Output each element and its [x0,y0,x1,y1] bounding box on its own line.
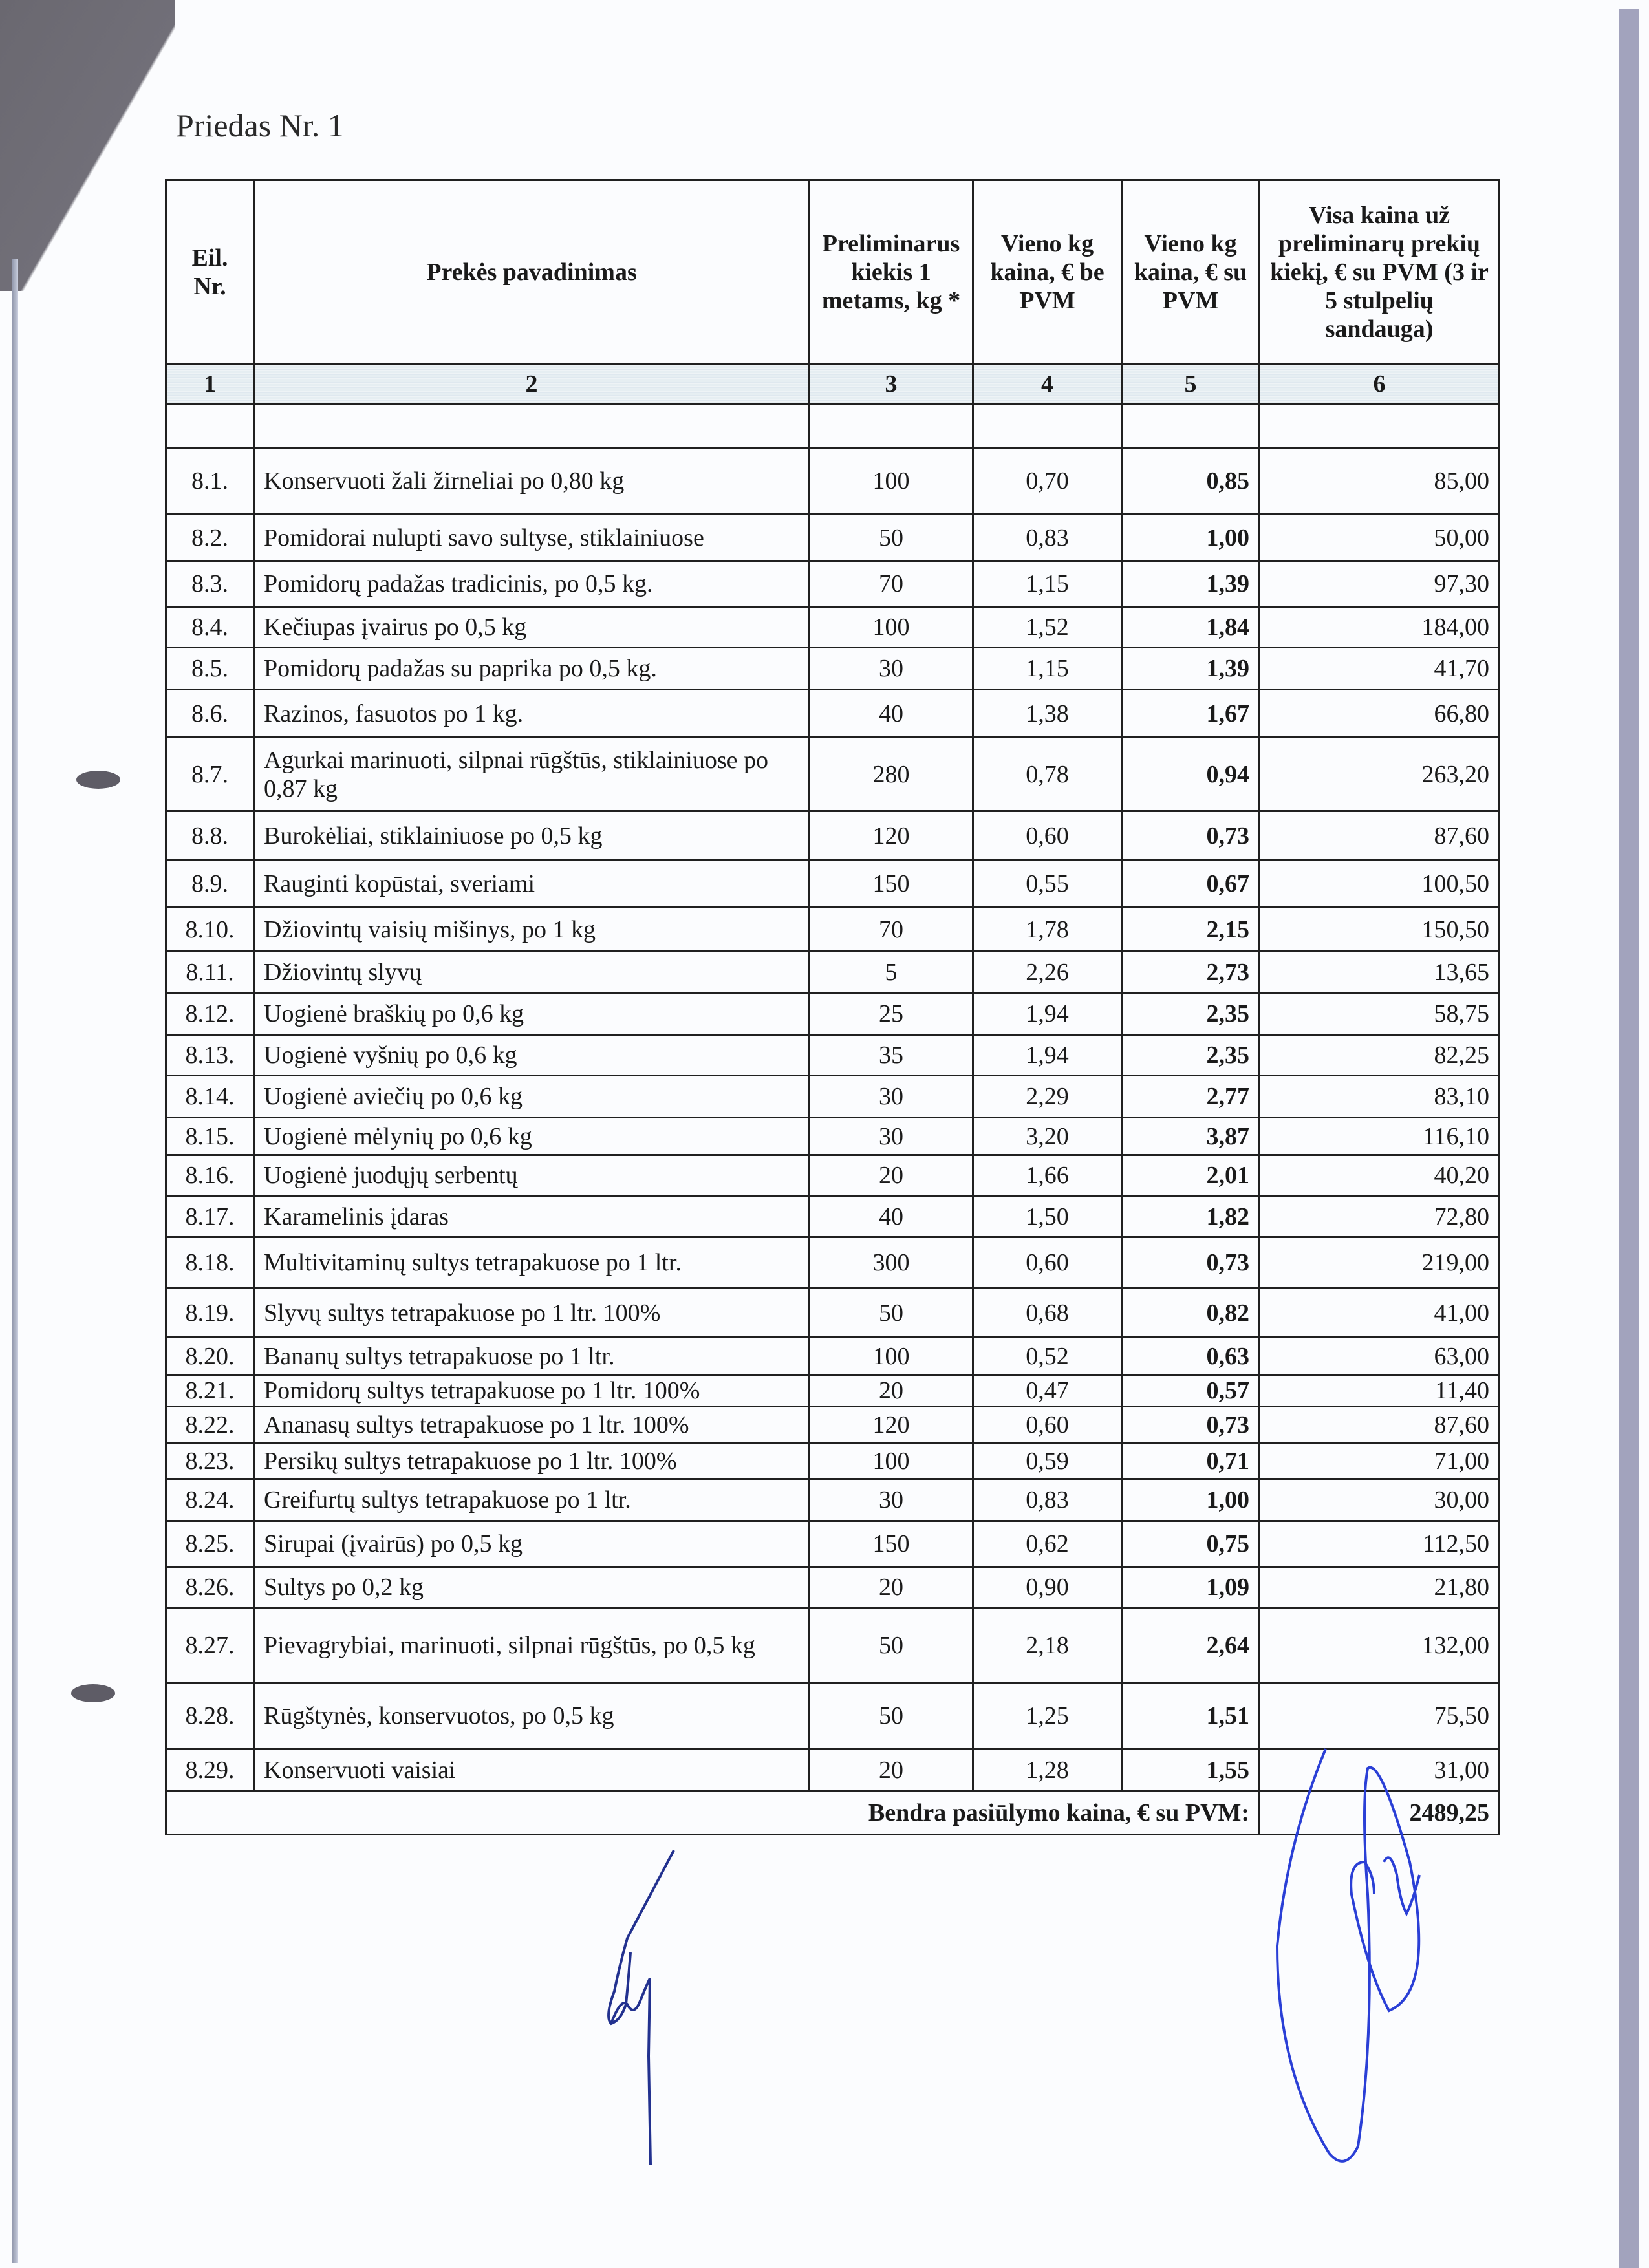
item-name: Ananasų sultys tetrapakuose po 1 ltr. 100% [254,1407,810,1443]
price-incl-vat: 1,67 [1122,690,1260,738]
row-total: 150,50 [1260,908,1500,952]
row-total: 87,60 [1260,1407,1500,1443]
item-name: Pomidorai nulupti savo sultyse, stiklainiuose [254,515,810,561]
scan-edge-left [12,259,18,2263]
price-excl-vat: 0,62 [973,1521,1122,1567]
price-incl-vat: 0,85 [1122,448,1260,515]
row-total: 30,00 [1260,1479,1500,1521]
table-row [166,561,1500,607]
item-name: Konservuoti vaisiai [254,1749,810,1792]
table-row [166,1375,1500,1407]
quantity: 100 [810,448,973,515]
item-name: Karamelinis įdaras [254,1196,810,1237]
row-number: 8.10. [166,908,254,952]
row-total: 87,60 [1260,811,1500,861]
row-total: 75,50 [1260,1683,1500,1749]
row-number: 8.23. [166,1443,254,1479]
table-row [166,1521,1500,1567]
row-total: 72,80 [1260,1196,1500,1237]
table-row [166,1749,1500,1792]
price-excl-vat: 0,52 [973,1338,1122,1375]
table-row [166,993,1500,1035]
row-total: 116,10 [1260,1118,1500,1155]
price-incl-vat: 2,15 [1122,908,1260,952]
row-total: 85,00 [1260,448,1500,515]
item-name: Uogienė aviečių po 0,6 kg [254,1076,810,1118]
item-name: Pomidorų padažas tradicinis, po 0,5 kg. [254,561,810,607]
quantity: 280 [810,738,973,811]
row-number: 8.14. [166,1076,254,1118]
table-row [166,1567,1500,1608]
row-number: 8.7. [166,738,254,811]
quantity: 35 [810,1035,973,1076]
quantity: 40 [810,1196,973,1237]
row-total: 40,20 [1260,1155,1500,1196]
row-total: 31,00 [1260,1749,1500,1792]
price-incl-vat: 1,00 [1122,515,1260,561]
item-name: Kečiupas įvairus po 0,5 kg [254,607,810,648]
item-name: Džiovintų vaisių mišinys, po 1 kg [254,908,810,952]
row-number: 8.2. [166,515,254,561]
quantity: 100 [810,607,973,648]
row-total: 100,50 [1260,861,1500,908]
item-name: Sultys po 0,2 kg [254,1567,810,1608]
header-item-name: Prekės pavadinimas [254,180,810,364]
item-name: Agurkai marinuoti, silpnai rūgštūs, stiklainiuose po 0,87 kg [254,738,810,811]
document-title: Priedas Nr. 1 [176,107,344,144]
row-number: 8.8. [166,811,254,861]
total-label: Bendra pasiūlymo kaina, € su PVM: [166,1792,1260,1835]
price-incl-vat: 1,51 [1122,1683,1260,1749]
table-row [166,1118,1500,1155]
item-name: Razinos, fasuotos po 1 kg. [254,690,810,738]
price-excl-vat: 0,60 [973,1407,1122,1443]
row-total: 83,10 [1260,1076,1500,1118]
price-excl-vat: 0,90 [973,1567,1122,1608]
column-number: 6 [1260,364,1500,405]
row-total: 66,80 [1260,690,1500,738]
row-total: 132,00 [1260,1608,1500,1683]
price-excl-vat: 1,94 [973,1035,1122,1076]
table-row [166,1683,1500,1749]
empty-cell [1122,405,1260,448]
row-number: 8.28. [166,1683,254,1749]
signature-left-icon [609,1850,674,2165]
price-table [165,179,1500,1835]
row-total: 41,70 [1260,648,1500,690]
price-excl-vat: 0,83 [973,1479,1122,1521]
table-row [166,1479,1500,1521]
price-excl-vat: 1,94 [973,993,1122,1035]
quantity: 50 [810,1608,973,1683]
row-number: 8.6. [166,690,254,738]
price-excl-vat: 2,29 [973,1076,1122,1118]
item-name: Persikų sultys tetrapakuose po 1 ltr. 100% [254,1443,810,1479]
row-total: 97,30 [1260,561,1500,607]
price-excl-vat: 1,38 [973,690,1122,738]
quantity: 20 [810,1567,973,1608]
item-name: Konservuoti žali žirneliai po 0,80 kg [254,448,810,515]
header-row [166,180,1500,364]
price-excl-vat: 0,68 [973,1289,1122,1338]
price-excl-vat: 0,83 [973,515,1122,561]
row-number: 8.26. [166,1567,254,1608]
empty-cell [1260,405,1500,448]
item-name: Rūgštynės, konservuotos, po 0,5 kg [254,1683,810,1749]
price-incl-vat: 1,39 [1122,561,1260,607]
quantity: 300 [810,1237,973,1289]
price-incl-vat: 0,73 [1122,1237,1260,1289]
quantity: 30 [810,1118,973,1155]
row-number: 8.5. [166,648,254,690]
price-excl-vat: 2,18 [973,1608,1122,1683]
price-incl-vat: 0,73 [1122,811,1260,861]
row-number: 8.4. [166,607,254,648]
row-number: 8.21. [166,1375,254,1407]
punch-hole-icon [71,1684,115,1702]
table-row [166,1076,1500,1118]
price-incl-vat: 1,09 [1122,1567,1260,1608]
item-name: Pomidorų padažas su paprika po 0,5 kg. [254,648,810,690]
price-incl-vat: 2,35 [1122,1035,1260,1076]
quantity: 40 [810,690,973,738]
price-incl-vat: 2,73 [1122,952,1260,993]
price-incl-vat: 0,73 [1122,1407,1260,1443]
quantity: 120 [810,1407,973,1443]
row-total: 263,20 [1260,738,1500,811]
table-row [166,690,1500,738]
column-number: 5 [1122,364,1260,405]
quantity: 70 [810,908,973,952]
row-number: 8.24. [166,1479,254,1521]
table-row [166,811,1500,861]
quantity: 5 [810,952,973,993]
quantity: 100 [810,1443,973,1479]
row-number: 8.9. [166,861,254,908]
price-incl-vat: 0,67 [1122,861,1260,908]
quantity: 150 [810,861,973,908]
row-total: 11,40 [1260,1375,1500,1407]
price-incl-vat: 2,77 [1122,1076,1260,1118]
table-row [166,1407,1500,1443]
quantity: 20 [810,1375,973,1407]
row-number: 8.17. [166,1196,254,1237]
table-row [166,1338,1500,1375]
price-excl-vat: 1,66 [973,1155,1122,1196]
empty-cell [810,405,973,448]
price-excl-vat: 1,50 [973,1196,1122,1237]
table-row [166,607,1500,648]
item-name: Greifurtų sultys tetrapakuose po 1 ltr. [254,1479,810,1521]
header-price-incl-vat: Vieno kg kaina, € su PVM [1122,180,1260,364]
quantity: 30 [810,1076,973,1118]
price-incl-vat: 2,64 [1122,1608,1260,1683]
item-name: Uogienė vyšnių po 0,6 kg [254,1035,810,1076]
scan-shadow [0,0,175,291]
header-eil-nr: Eil. Nr. [166,180,254,364]
row-number: 8.15. [166,1118,254,1155]
table-row [166,1608,1500,1683]
row-number: 8.20. [166,1338,254,1375]
table-row [166,1237,1500,1289]
item-name: Bananų sultys tetrapakuose po 1 ltr. [254,1338,810,1375]
row-total: 21,80 [1260,1567,1500,1608]
row-total: 219,00 [1260,1237,1500,1289]
empty-row [166,405,1500,448]
row-number: 8.22. [166,1407,254,1443]
item-name: Slyvų sultys tetrapakuose po 1 ltr. 100% [254,1289,810,1338]
table-row [166,448,1500,515]
quantity: 30 [810,648,973,690]
row-number: 8.18. [166,1237,254,1289]
price-incl-vat: 0,63 [1122,1338,1260,1375]
item-name: Sirupai (įvairūs) po 0,5 kg [254,1521,810,1567]
table-row [166,648,1500,690]
table-row [166,908,1500,952]
price-excl-vat: 2,26 [973,952,1122,993]
price-excl-vat: 1,25 [973,1683,1122,1749]
price-incl-vat: 2,35 [1122,993,1260,1035]
item-name: Multivitaminų sultys tetrapakuose po 1 ltr. [254,1237,810,1289]
table-row [166,952,1500,993]
header-total: Visa kaina už preliminarų prekių kiekį, € su PVM (3 ir 5 stulpelių sandauga) [1260,180,1500,364]
price-incl-vat: 0,71 [1122,1443,1260,1479]
quantity: 20 [810,1749,973,1792]
header-quantity: Preliminarus kiekis 1 metams, kg * [810,180,973,364]
price-excl-vat: 0,59 [973,1443,1122,1479]
table-row [166,1196,1500,1237]
column-number: 3 [810,364,973,405]
table-row [166,1035,1500,1076]
price-excl-vat: 1,15 [973,561,1122,607]
quantity: 50 [810,1683,973,1749]
price-incl-vat: 0,82 [1122,1289,1260,1338]
item-name: Uogienė mėlynių po 0,6 kg [254,1118,810,1155]
price-incl-vat: 3,87 [1122,1118,1260,1155]
item-name: Džiovintų slyvų [254,952,810,993]
row-number: 8.16. [166,1155,254,1196]
row-total: 71,00 [1260,1443,1500,1479]
price-excl-vat: 0,78 [973,738,1122,811]
quantity: 100 [810,1338,973,1375]
price-excl-vat: 1,28 [973,1749,1122,1792]
price-incl-vat: 1,00 [1122,1479,1260,1521]
punch-hole-icon [76,771,120,789]
item-name: Pievagrybiai, marinuoti, silpnai rūgštūs, po 0,5 kg [254,1608,810,1683]
quantity: 120 [810,811,973,861]
quantity: 20 [810,1155,973,1196]
item-name: Uogienė braškių po 0,6 kg [254,993,810,1035]
price-excl-vat: 1,78 [973,908,1122,952]
item-name: Burokėliai, stiklainiuose po 0,5 kg [254,811,810,861]
row-total: 184,00 [1260,607,1500,648]
row-total: 112,50 [1260,1521,1500,1567]
table-row [166,1155,1500,1196]
price-excl-vat: 0,70 [973,448,1122,515]
quantity: 50 [810,1289,973,1338]
price-excl-vat: 0,55 [973,861,1122,908]
row-total: 41,00 [1260,1289,1500,1338]
header-price-excl-vat: Vieno kg kaina, € be PVM [973,180,1122,364]
row-total: 13,65 [1260,952,1500,993]
column-number: 4 [973,364,1122,405]
row-total: 58,75 [1260,993,1500,1035]
row-number: 8.29. [166,1749,254,1792]
price-incl-vat: 0,57 [1122,1375,1260,1407]
item-name: Rauginti kopūstai, sveriami [254,861,810,908]
empty-cell [166,405,254,448]
table-row [166,515,1500,561]
price-incl-vat: 0,94 [1122,738,1260,811]
row-total: 63,00 [1260,1338,1500,1375]
quantity: 150 [810,1521,973,1567]
row-total: 82,25 [1260,1035,1500,1076]
price-excl-vat: 0,47 [973,1375,1122,1407]
quantity: 50 [810,515,973,561]
table-row [166,1443,1500,1479]
price-excl-vat: 0,60 [973,1237,1122,1289]
empty-cell [973,405,1122,448]
price-excl-vat: 3,20 [973,1118,1122,1155]
row-total: 50,00 [1260,515,1500,561]
table-row [166,1289,1500,1338]
quantity: 25 [810,993,973,1035]
item-name: Pomidorų sultys tetrapakuose po 1 ltr. 100% [254,1375,810,1407]
empty-cell [254,405,810,448]
total-row [166,1792,1500,1835]
column-number-row [166,364,1500,405]
price-excl-vat: 1,15 [973,648,1122,690]
table-row [166,861,1500,908]
row-number: 8.13. [166,1035,254,1076]
price-incl-vat: 2,01 [1122,1155,1260,1196]
row-number: 8.19. [166,1289,254,1338]
price-incl-vat: 1,39 [1122,648,1260,690]
price-incl-vat: 1,82 [1122,1196,1260,1237]
total-value: 2489,25 [1260,1792,1500,1835]
price-excl-vat: 0,60 [973,811,1122,861]
row-number: 8.12. [166,993,254,1035]
row-number: 8.27. [166,1608,254,1683]
table-row [166,738,1500,811]
column-number: 2 [254,364,810,405]
row-number: 8.11. [166,952,254,993]
row-number: 8.1. [166,448,254,515]
price-incl-vat: 0,75 [1122,1521,1260,1567]
scan-edge-right [1619,9,1639,2268]
row-number: 8.25. [166,1521,254,1567]
row-number: 8.3. [166,561,254,607]
quantity: 70 [810,561,973,607]
price-incl-vat: 1,84 [1122,607,1260,648]
item-name: Uogienė juodųjų serbentų [254,1155,810,1196]
quantity: 30 [810,1479,973,1521]
column-number: 1 [166,364,254,405]
price-excl-vat: 1,52 [973,607,1122,648]
price-incl-vat: 1,55 [1122,1749,1260,1792]
